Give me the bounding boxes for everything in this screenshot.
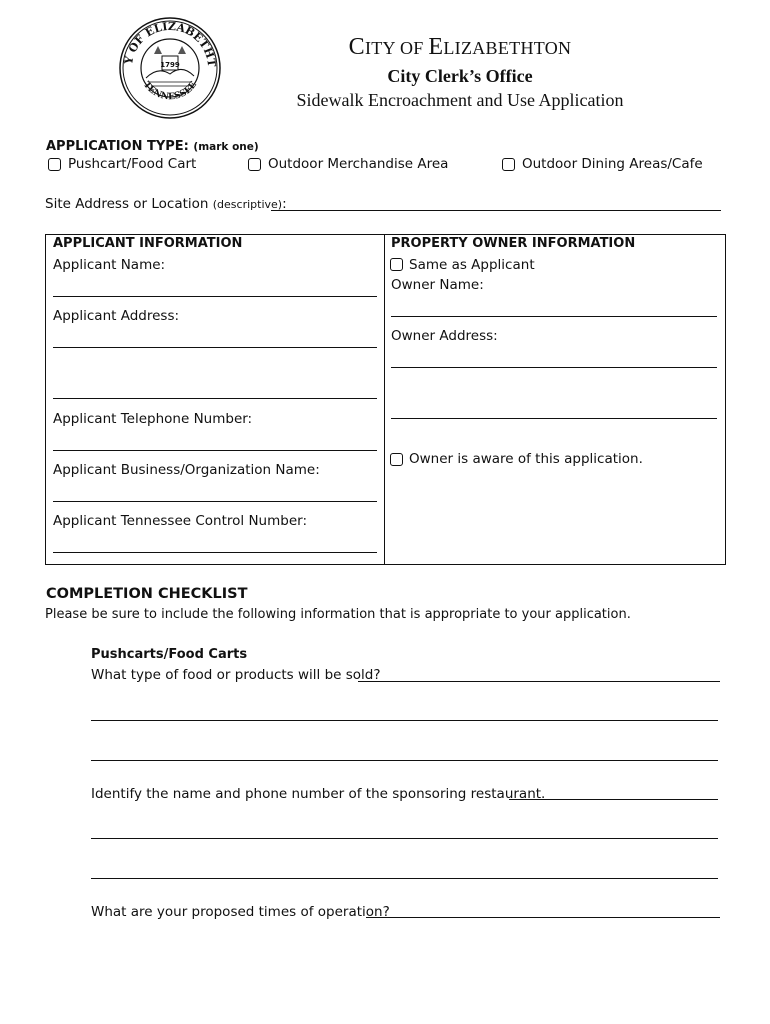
sponsoring-restaurant-field-3[interactable]	[91, 878, 718, 879]
times-of-operation-field[interactable]	[366, 917, 720, 918]
food-products-field-3[interactable]	[91, 760, 718, 761]
applicant-name-field[interactable]	[53, 296, 377, 297]
seal-bottom-text: TENNESSEE	[140, 80, 200, 103]
owner-heading: PROPERTY OWNER INFORMATION	[391, 236, 636, 251]
form-subtitle: Sidewalk Encroachment and Use Application	[296, 90, 624, 110]
application-type-hint: (mark one)	[193, 141, 259, 153]
seal-year: 1799	[160, 61, 180, 69]
applicant-address-label: Applicant Address:	[53, 308, 180, 324]
site-address-hint: (descriptive)	[212, 198, 283, 211]
option-outdoor-merchandise-label: Outdoor Merchandise Area	[268, 156, 449, 172]
owner-address-label: Owner Address:	[391, 328, 498, 344]
applicant-heading: APPLICANT INFORMATION	[53, 236, 243, 251]
city-title-initial2: E	[428, 34, 444, 60]
city-title-rest: ITY OF	[364, 38, 429, 58]
owner-address-field-1[interactable]	[391, 367, 717, 368]
question-sponsoring-restaurant: Identify the name and phone number of the sponsoring restaurant.	[91, 786, 546, 802]
owner-name-label: Owner Name:	[391, 277, 484, 293]
city-title	[250, 34, 670, 61]
checkbox-owner-aware[interactable]	[390, 453, 403, 466]
option-outdoor-dining-label: Outdoor Dining Areas/Cafe	[522, 156, 703, 172]
checkbox-same-as-applicant[interactable]	[390, 258, 403, 271]
checklist-heading: COMPLETION CHECKLIST	[46, 586, 248, 602]
site-address-label	[45, 196, 287, 212]
same-as-applicant-label: Same as Applicant	[409, 257, 535, 273]
owner-name-field[interactable]	[391, 316, 717, 317]
checkbox-pushcart[interactable]	[48, 158, 61, 171]
city-title-rest2: LIZABETHTON	[443, 38, 572, 58]
question-food-products: What type of food or products will be sold?	[91, 667, 381, 683]
site-address-field[interactable]	[271, 210, 721, 211]
applicant-control-label: Applicant Tennessee Control Number:	[53, 513, 307, 529]
applicant-phone-field[interactable]	[53, 450, 377, 451]
seal-top-text: Y OF ELIZABETHT	[122, 19, 219, 68]
info-box-divider	[384, 234, 385, 564]
applicant-control-field[interactable]	[53, 552, 377, 553]
checklist-intro: Please be sure to include the following information that is appropriate to your application.	[45, 607, 631, 622]
applicant-address-field-2[interactable]	[53, 398, 377, 399]
checkbox-outdoor-dining[interactable]	[502, 158, 515, 171]
food-products-field-2[interactable]	[91, 720, 718, 721]
food-products-field-1[interactable]	[358, 681, 720, 682]
svg-text:TENNESSEE	[141, 80, 199, 102]
applicant-business-label: Applicant Business/Organization Name:	[53, 462, 320, 478]
applicant-name-label: Applicant Name:	[53, 257, 166, 273]
site-address-text: Site Address or Location	[45, 196, 209, 212]
option-pushcart-label: Pushcart/Food Cart	[68, 156, 197, 172]
owner-address-field-2[interactable]	[391, 418, 717, 419]
sponsoring-restaurant-field-1[interactable]	[509, 799, 718, 800]
city-seal	[118, 16, 222, 120]
question-times-of-operation: What are your proposed times of operation?	[91, 904, 390, 920]
site-address-colon: :	[282, 196, 287, 212]
applicant-address-field-1[interactable]	[53, 347, 377, 348]
checkbox-outdoor-merchandise[interactable]	[248, 158, 261, 171]
applicant-business-field[interactable]	[53, 501, 377, 502]
seal-graphic	[118, 16, 222, 120]
city-title-initial: C	[348, 34, 365, 60]
sponsoring-restaurant-field-2[interactable]	[91, 838, 718, 839]
application-type-title: APPLICATION TYPE:	[46, 139, 189, 154]
application-type-label	[46, 139, 259, 154]
owner-aware-label: Owner is aware of this application.	[409, 451, 643, 467]
pushcart-section-heading: Pushcarts/Food Carts	[91, 647, 248, 662]
applicant-phone-label: Applicant Telephone Number:	[53, 411, 253, 427]
office-name: City Clerk’s Office	[387, 66, 533, 86]
